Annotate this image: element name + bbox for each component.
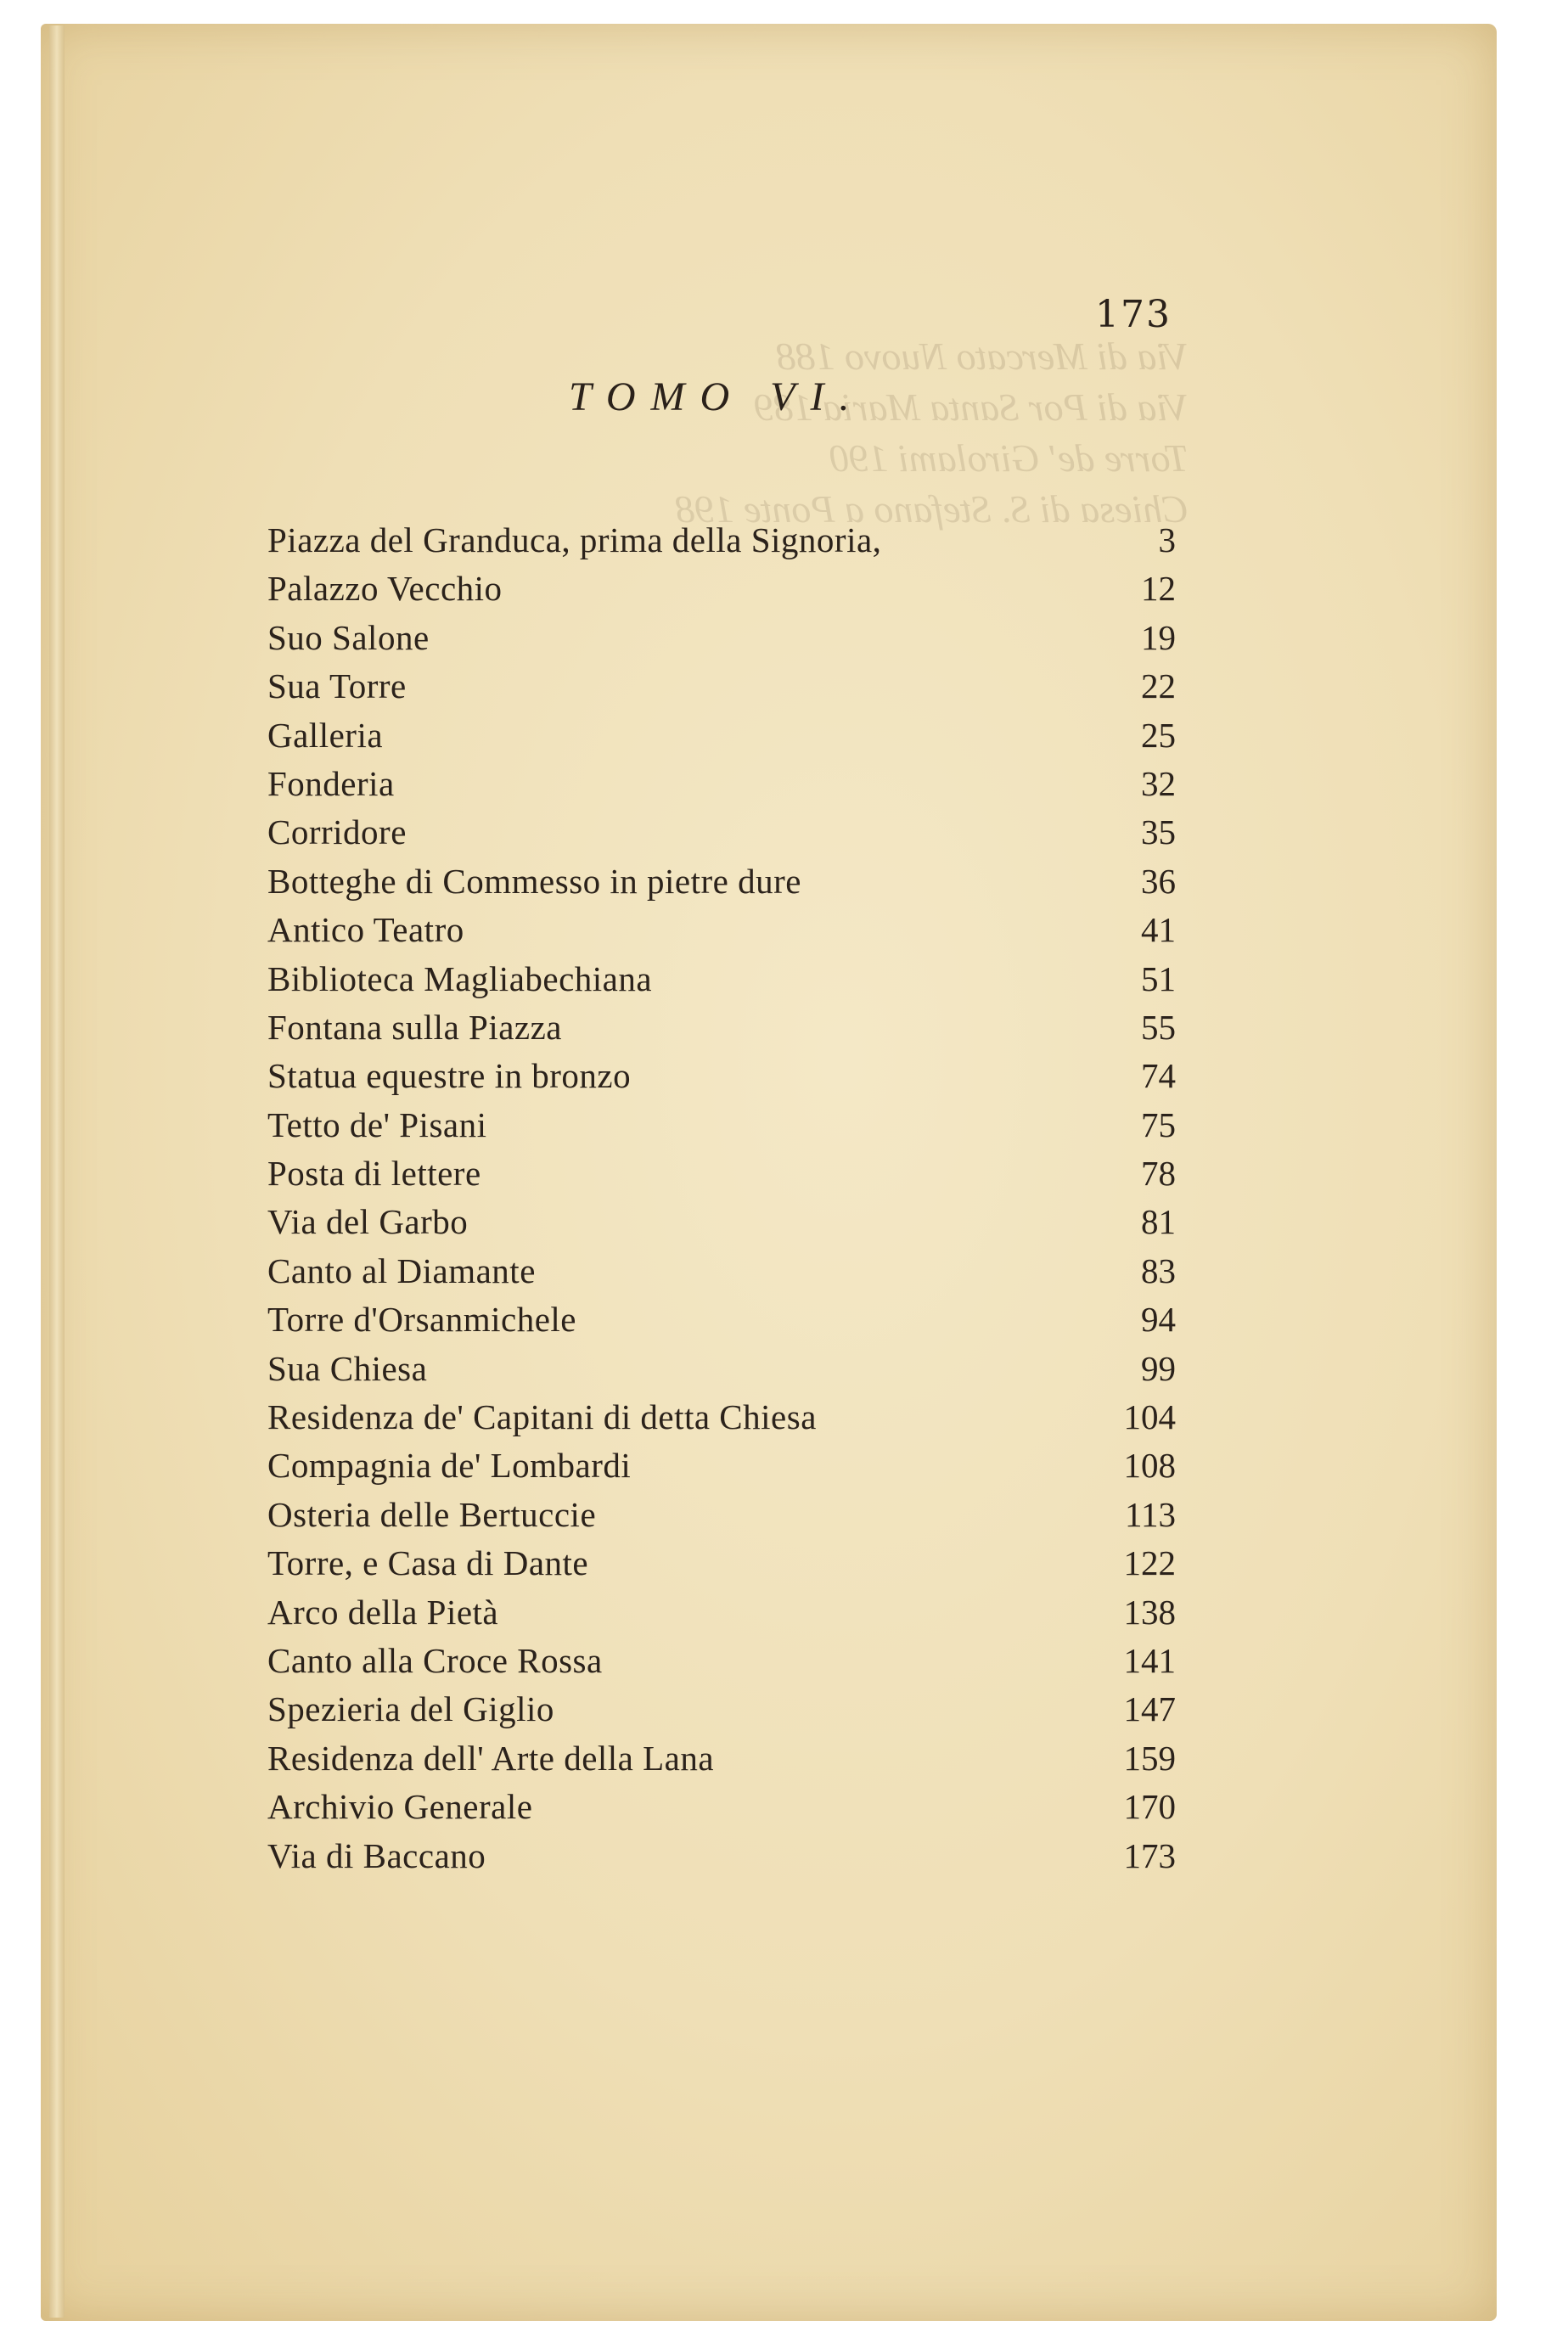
toc-entry — [267, 1689, 1176, 1737]
toc-entry-page: 25 — [1141, 715, 1176, 755]
volume-title: TOMO VI. — [569, 374, 865, 419]
show-through-line: Torre de' Girolami 190 — [829, 436, 1189, 480]
toc-entry-page: 159 — [1123, 1738, 1176, 1778]
toc-entry-page: 108 — [1123, 1446, 1176, 1486]
toc-entry-page: 141 — [1123, 1640, 1176, 1680]
toc-entry-title: Compagnia de' Lombardi — [267, 1446, 632, 1486]
toc-entry-title: Canto alla Croce Rossa — [267, 1640, 603, 1680]
toc-entry-page: 94 — [1141, 1300, 1176, 1340]
toc-entry — [267, 568, 1176, 616]
toc-entry-title: Sua Torre — [267, 666, 407, 706]
toc-entry — [267, 1592, 1176, 1640]
toc-entry-page: 99 — [1141, 1348, 1176, 1388]
toc-entry-page: 51 — [1141, 958, 1176, 998]
toc-entry-page: 170 — [1123, 1787, 1176, 1827]
toc-entry — [267, 1494, 1176, 1543]
toc-entry-title: Palazzo Vecchio — [267, 569, 503, 609]
toc-entry-title: Fontana sulla Piazza — [267, 1007, 563, 1047]
page-number: 173 — [1095, 293, 1172, 336]
toc-entry-page: 32 — [1141, 763, 1176, 803]
toc-entry-page: 55 — [1141, 1007, 1176, 1047]
toc-entry — [267, 666, 1176, 714]
toc-entry-title: Statua equestre in bronzo — [267, 1056, 632, 1096]
toc-entry-title: Via del Garbo — [267, 1202, 469, 1242]
toc-entry-title: Archivio Generale — [267, 1787, 533, 1827]
toc-entry — [267, 1348, 1176, 1396]
toc-entry-page: 173 — [1123, 1835, 1176, 1875]
toc-entry-title: Residenza dell' Arte della Lana — [267, 1738, 715, 1778]
show-through-line: Via di Por Santa Maria 189 — [754, 385, 1189, 429]
toc-entry — [267, 715, 1176, 763]
toc-entry — [267, 909, 1176, 958]
toc-entry — [267, 520, 1176, 568]
toc-entry-page: 19 — [1141, 617, 1176, 657]
toc-entry-title: Osteria delle Bertuccie — [267, 1494, 597, 1534]
toc-entry-title: Canto al Diamante — [267, 1250, 536, 1290]
toc-entry-page: 22 — [1141, 666, 1176, 706]
show-through-line: Via di Mercato Nuovo 188 — [776, 334, 1189, 378]
toc-entry — [267, 1445, 1176, 1493]
toc-entry — [267, 1201, 1176, 1250]
toc-entry-title: Tetto de' Pisani — [267, 1104, 487, 1144]
toc-entry-page: 81 — [1141, 1202, 1176, 1242]
toc-entry-title: Sua Chiesa — [267, 1348, 428, 1388]
toc-entry-page: 138 — [1123, 1592, 1176, 1632]
toc-entry — [267, 1299, 1176, 1347]
toc-entry-title: Torre d'Orsanmichele — [267, 1300, 577, 1340]
toc-entry — [267, 812, 1176, 860]
toc-entry-page: 75 — [1141, 1104, 1176, 1144]
toc-entry — [267, 1055, 1176, 1104]
toc-entry — [267, 1835, 1176, 1884]
binding-spine — [49, 25, 65, 2318]
toc-entry-page: 36 — [1141, 861, 1176, 901]
toc-entry — [267, 1640, 1176, 1689]
toc-entry-title: Galleria — [267, 715, 384, 755]
toc-entry-page: 104 — [1123, 1397, 1176, 1437]
toc-entry-page: 147 — [1123, 1689, 1176, 1729]
toc-entry — [267, 1007, 1176, 1055]
toc-entry-page: 83 — [1141, 1250, 1176, 1290]
toc-entry — [267, 1153, 1176, 1201]
toc-entry — [267, 1104, 1176, 1153]
toc-entry — [267, 1543, 1176, 1591]
toc-entry-title: Residenza de' Capitani di detta Chiesa — [267, 1397, 817, 1437]
toc-entry-page: 78 — [1141, 1154, 1176, 1194]
toc-entry-page: 122 — [1123, 1543, 1176, 1583]
toc-entry-page: 41 — [1141, 910, 1176, 950]
toc-entry-page: 12 — [1141, 569, 1176, 609]
table-of-contents — [267, 520, 1176, 1884]
toc-entry-title: Arco della Pietà — [267, 1592, 499, 1632]
toc-entry-title: Posta di lettere — [267, 1154, 481, 1194]
toc-entry-title: Botteghe di Commesso in pietre dure — [267, 861, 801, 901]
toc-entry-title: Biblioteca Magliabechiana — [267, 958, 653, 998]
toc-entry — [267, 617, 1176, 666]
toc-entry-title: Antico Teatro — [267, 910, 464, 950]
toc-entry-title: Via di Baccano — [267, 1835, 486, 1875]
toc-entry — [267, 1250, 1176, 1299]
toc-entry-page: 35 — [1141, 812, 1176, 852]
toc-entry-title: Fonderia — [267, 763, 395, 803]
toc-entry — [267, 861, 1176, 909]
toc-entry-page: 74 — [1141, 1056, 1176, 1096]
toc-entry — [267, 1786, 1176, 1835]
toc-entry — [267, 958, 1176, 1007]
toc-entry-title: Spezieria del Giglio — [267, 1689, 554, 1729]
show-through-line: Chiesa di S. Stefano a Ponte 198 — [675, 487, 1189, 531]
toc-entry — [267, 1396, 1176, 1445]
toc-entry — [267, 763, 1176, 812]
toc-entry-title: Torre, e Casa di Dante — [267, 1543, 589, 1583]
toc-entry-page: 3 — [1158, 520, 1176, 559]
toc-entry-page: 113 — [1125, 1494, 1176, 1534]
show-through-text — [645, 331, 1189, 535]
toc-entry-title: Piazza del Granduca, prima della Signoria, — [267, 520, 882, 559]
toc-entry-title: Corridore — [267, 812, 407, 852]
toc-entry-title: Suo Salone — [267, 617, 430, 657]
toc-entry — [267, 1738, 1176, 1786]
